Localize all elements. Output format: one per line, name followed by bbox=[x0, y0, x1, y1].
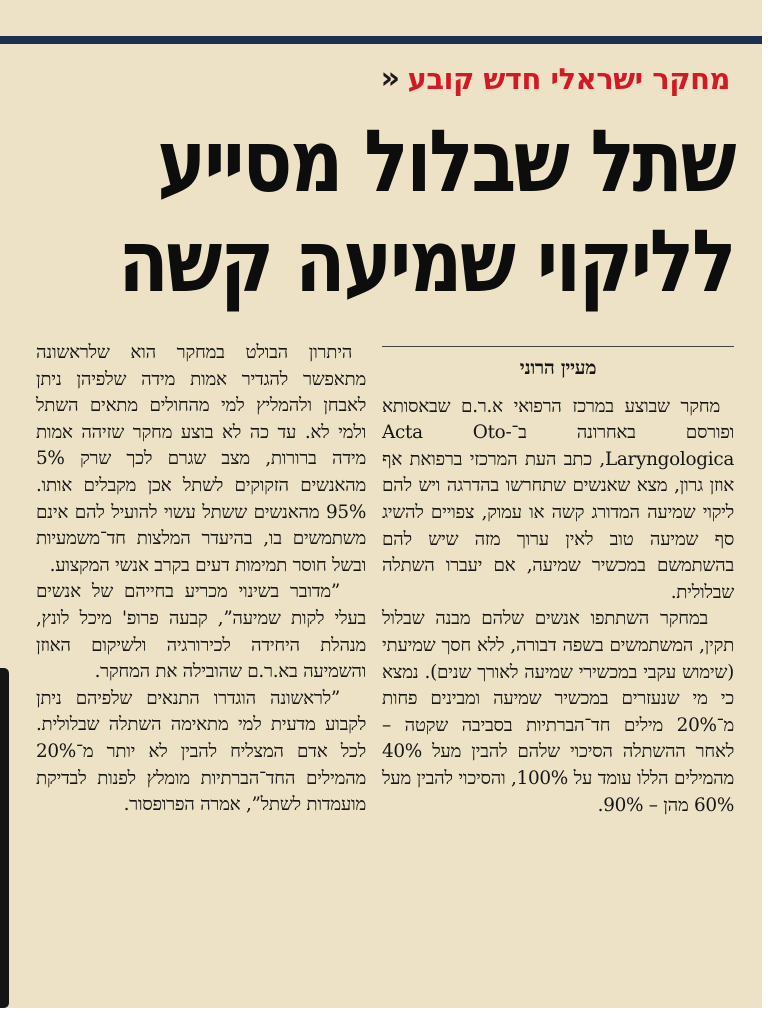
headline-line-1: שתל שבלול מסייע bbox=[157, 112, 734, 212]
article-column-left bbox=[36, 340, 366, 819]
article-column-right bbox=[382, 340, 734, 819]
left-edge-bar bbox=[0, 668, 9, 1008]
headline-line-2: לליקוי שמיעה קשה bbox=[118, 212, 734, 312]
kicker-label: מחקר ישראלי חדש קובע bbox=[407, 62, 730, 96]
paragraph: במחקר השתתפו אנשים שלהם מבנה שבלול תקין, המשתמשים בשפה דבורה, ללא חסך שמיעתי (שימוש עקבי במכשירי שמיעה לאורך שנים). נמצא כי מי שנעזרים במכשיר שמיעה ומבינים פחות מ־20% מילים חד־הברתיות בסביבה שקטה – לאחר ההשתלה הסיכוי שלהם להבין מעל 40% מהמילים הללו עומד על 100%, והסיכוי להבין מעל 60% מהן – 90%. bbox=[382, 608, 735, 816]
byline-rule bbox=[382, 346, 734, 347]
paragraph: מחקר שבוצע במרכז הרפואי א.ר.ם שבאסותא ופורסם באחרונה ב־Acta Oto-Laryngologica, כתב העת המרכזי ברפואת אף אוזן גרון, מצא שאנשים שתחרשו בהדרגה ויש להם ליקוי שמיעה המדורג קשה או עמוק, צפויים להשיג סף שמיעה טוב לאין ערוך מזה שיש להם בהשתמשם במכשיר שמיעה, אם יעברו השתלה שבלולית. bbox=[382, 395, 734, 603]
paragraph: ”מדובר בשינוי מכריע בחייהם של אנשים בעלי לקות שמיעה”, קבעה פרופ' מיכל לונץ, מנהלת היחידה לכירורגיה ולשיקום האוזן והשמיעה בא.ר.ם שהובילה את המחקר. bbox=[36, 581, 366, 683]
headline bbox=[115, 112, 734, 312]
byline: מעיין הרוני bbox=[519, 357, 597, 379]
paragraph: ”לראשונה הוגדרו התנאים שלפיהם ניתן לקבוע מדעית למי מתאימה השתלה שבלולית. לכל אדם המצליח להבין לא יותר מ־20% מהמילים החד־הברתיות מומלץ לפנות לבדיקת מועמדות לשתל”, אמרה הפרופסור. bbox=[36, 687, 366, 816]
paragraph: היתרון הבולט במחקר הוא שלראשונה מתאפשר להגדיר אמות מידה שלפיהן ניתן לאבחן ולהמליץ למי מהחולים מתאים השתל ולמי לא. עד כה לא בוצע מחקר שזיהה אמות מידה ברורות, מצב שגרם לכך שרק 5% מהאנשים הזקוקים לשתל אכן מקבלים אותו. 95% מהאנשים ששתל עשוי להועיל להם אינם משתמשים בו, בהיעדר המלצות חד־משמעיות ובשל חוסר תמימות דעים בקרב אנשי המקצוע. bbox=[36, 342, 366, 576]
kicker bbox=[381, 62, 730, 96]
top-rule bbox=[0, 36, 762, 44]
double-chevron-left-icon: « bbox=[380, 61, 400, 96]
